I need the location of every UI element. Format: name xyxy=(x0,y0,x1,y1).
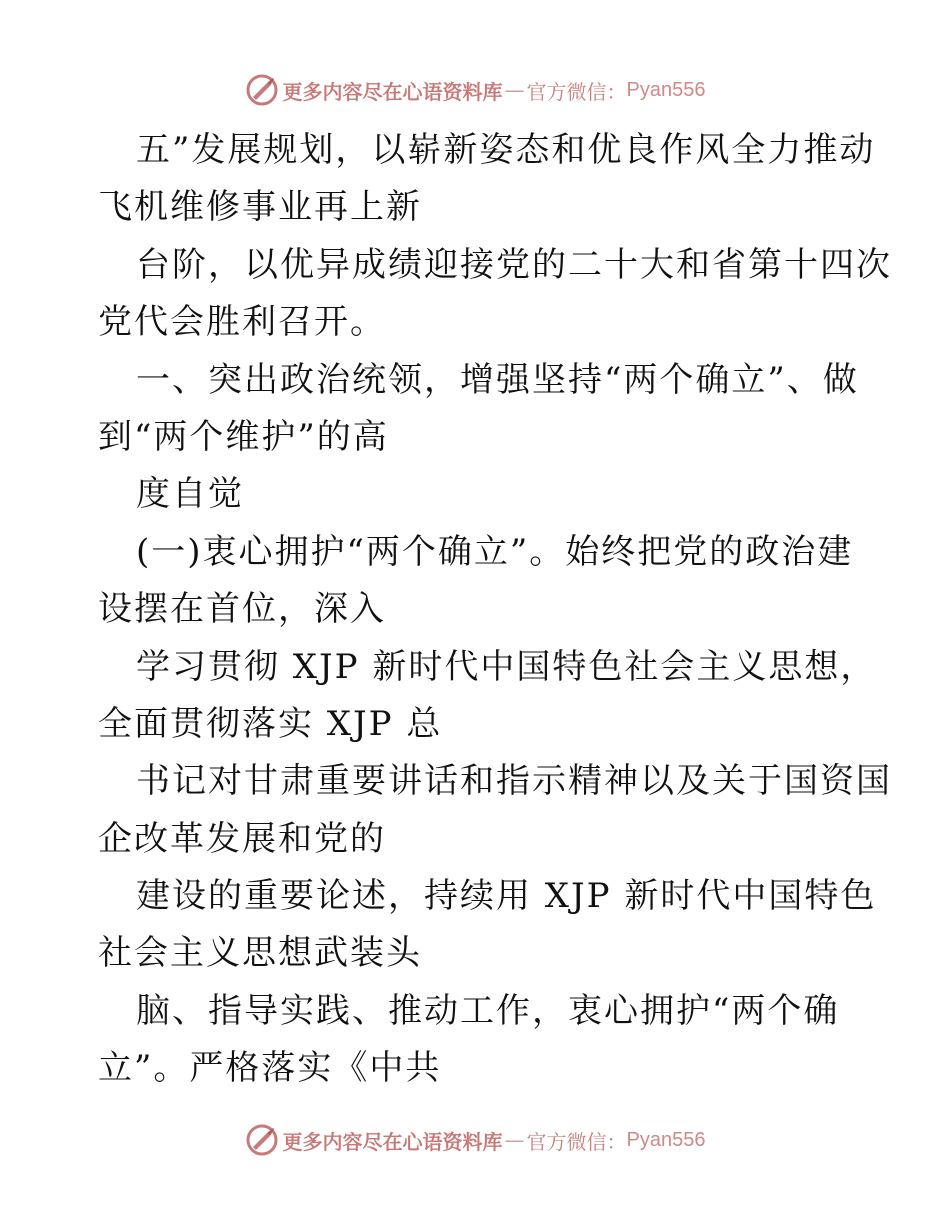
watermark-separator: — xyxy=(504,1128,525,1152)
text-line: 学习贯彻 XJP 新时代中国特色社会主义思想， xyxy=(136,646,877,687)
pen-quill-icon xyxy=(245,73,279,107)
watermark-text: 更多内容尽在心语资料库 xyxy=(282,1129,503,1154)
text-line: 社会主义思想武装头 xyxy=(98,933,422,974)
text-line: 立”。严格落实《中共 xyxy=(98,1048,442,1089)
text-line: 设摆在首位，深入 xyxy=(98,589,386,630)
watermark-wechat-id: Pyan556 xyxy=(626,1128,706,1151)
text-line: 党代会胜利召开。 xyxy=(98,302,386,343)
text-line: 企改革发展和党的 xyxy=(98,818,386,859)
footer-watermark xyxy=(0,1120,950,1160)
text-line: 度自觉 xyxy=(136,474,244,515)
text-line: (一)衷心拥护“两个确立”。始终把党的政治建 xyxy=(136,531,854,572)
header-watermark xyxy=(0,70,950,110)
text-line: 书记对甘肃重要讲话和指示精神以及关于国资国 xyxy=(136,761,892,802)
watermark-text: 更多内容尽在心语资料库 xyxy=(282,79,503,104)
text-line: 台阶，以优异成绩迎接党的二十大和省第十四次 xyxy=(136,244,892,285)
text-line: 建设的重要论述，持续用 XJP 新时代中国特色 xyxy=(136,876,877,917)
pen-quill-icon xyxy=(245,1123,279,1157)
text-line: 到“两个维护”的高 xyxy=(98,416,389,457)
document-body xyxy=(98,122,892,1098)
watermark-wechat-label: 官方微信： xyxy=(526,1129,627,1154)
watermark-wechat-id: Pyan556 xyxy=(626,78,706,101)
text-line: 五”发展规划，以崭新姿态和优良作风全力推动 xyxy=(136,130,876,170)
text-line: 脑、指导实践、推动工作，衷心拥护“两个确 xyxy=(136,990,840,1031)
text-line: 一、突出政治统领，增强坚持“两个确立”、做 xyxy=(136,359,859,400)
watermark-separator: — xyxy=(504,78,525,102)
watermark-wechat-label: 官方微信： xyxy=(526,79,627,104)
text-line: 全面贯彻落实 XJP 总 xyxy=(98,703,443,744)
text-line: 飞机维修事业再上新 xyxy=(98,187,422,228)
